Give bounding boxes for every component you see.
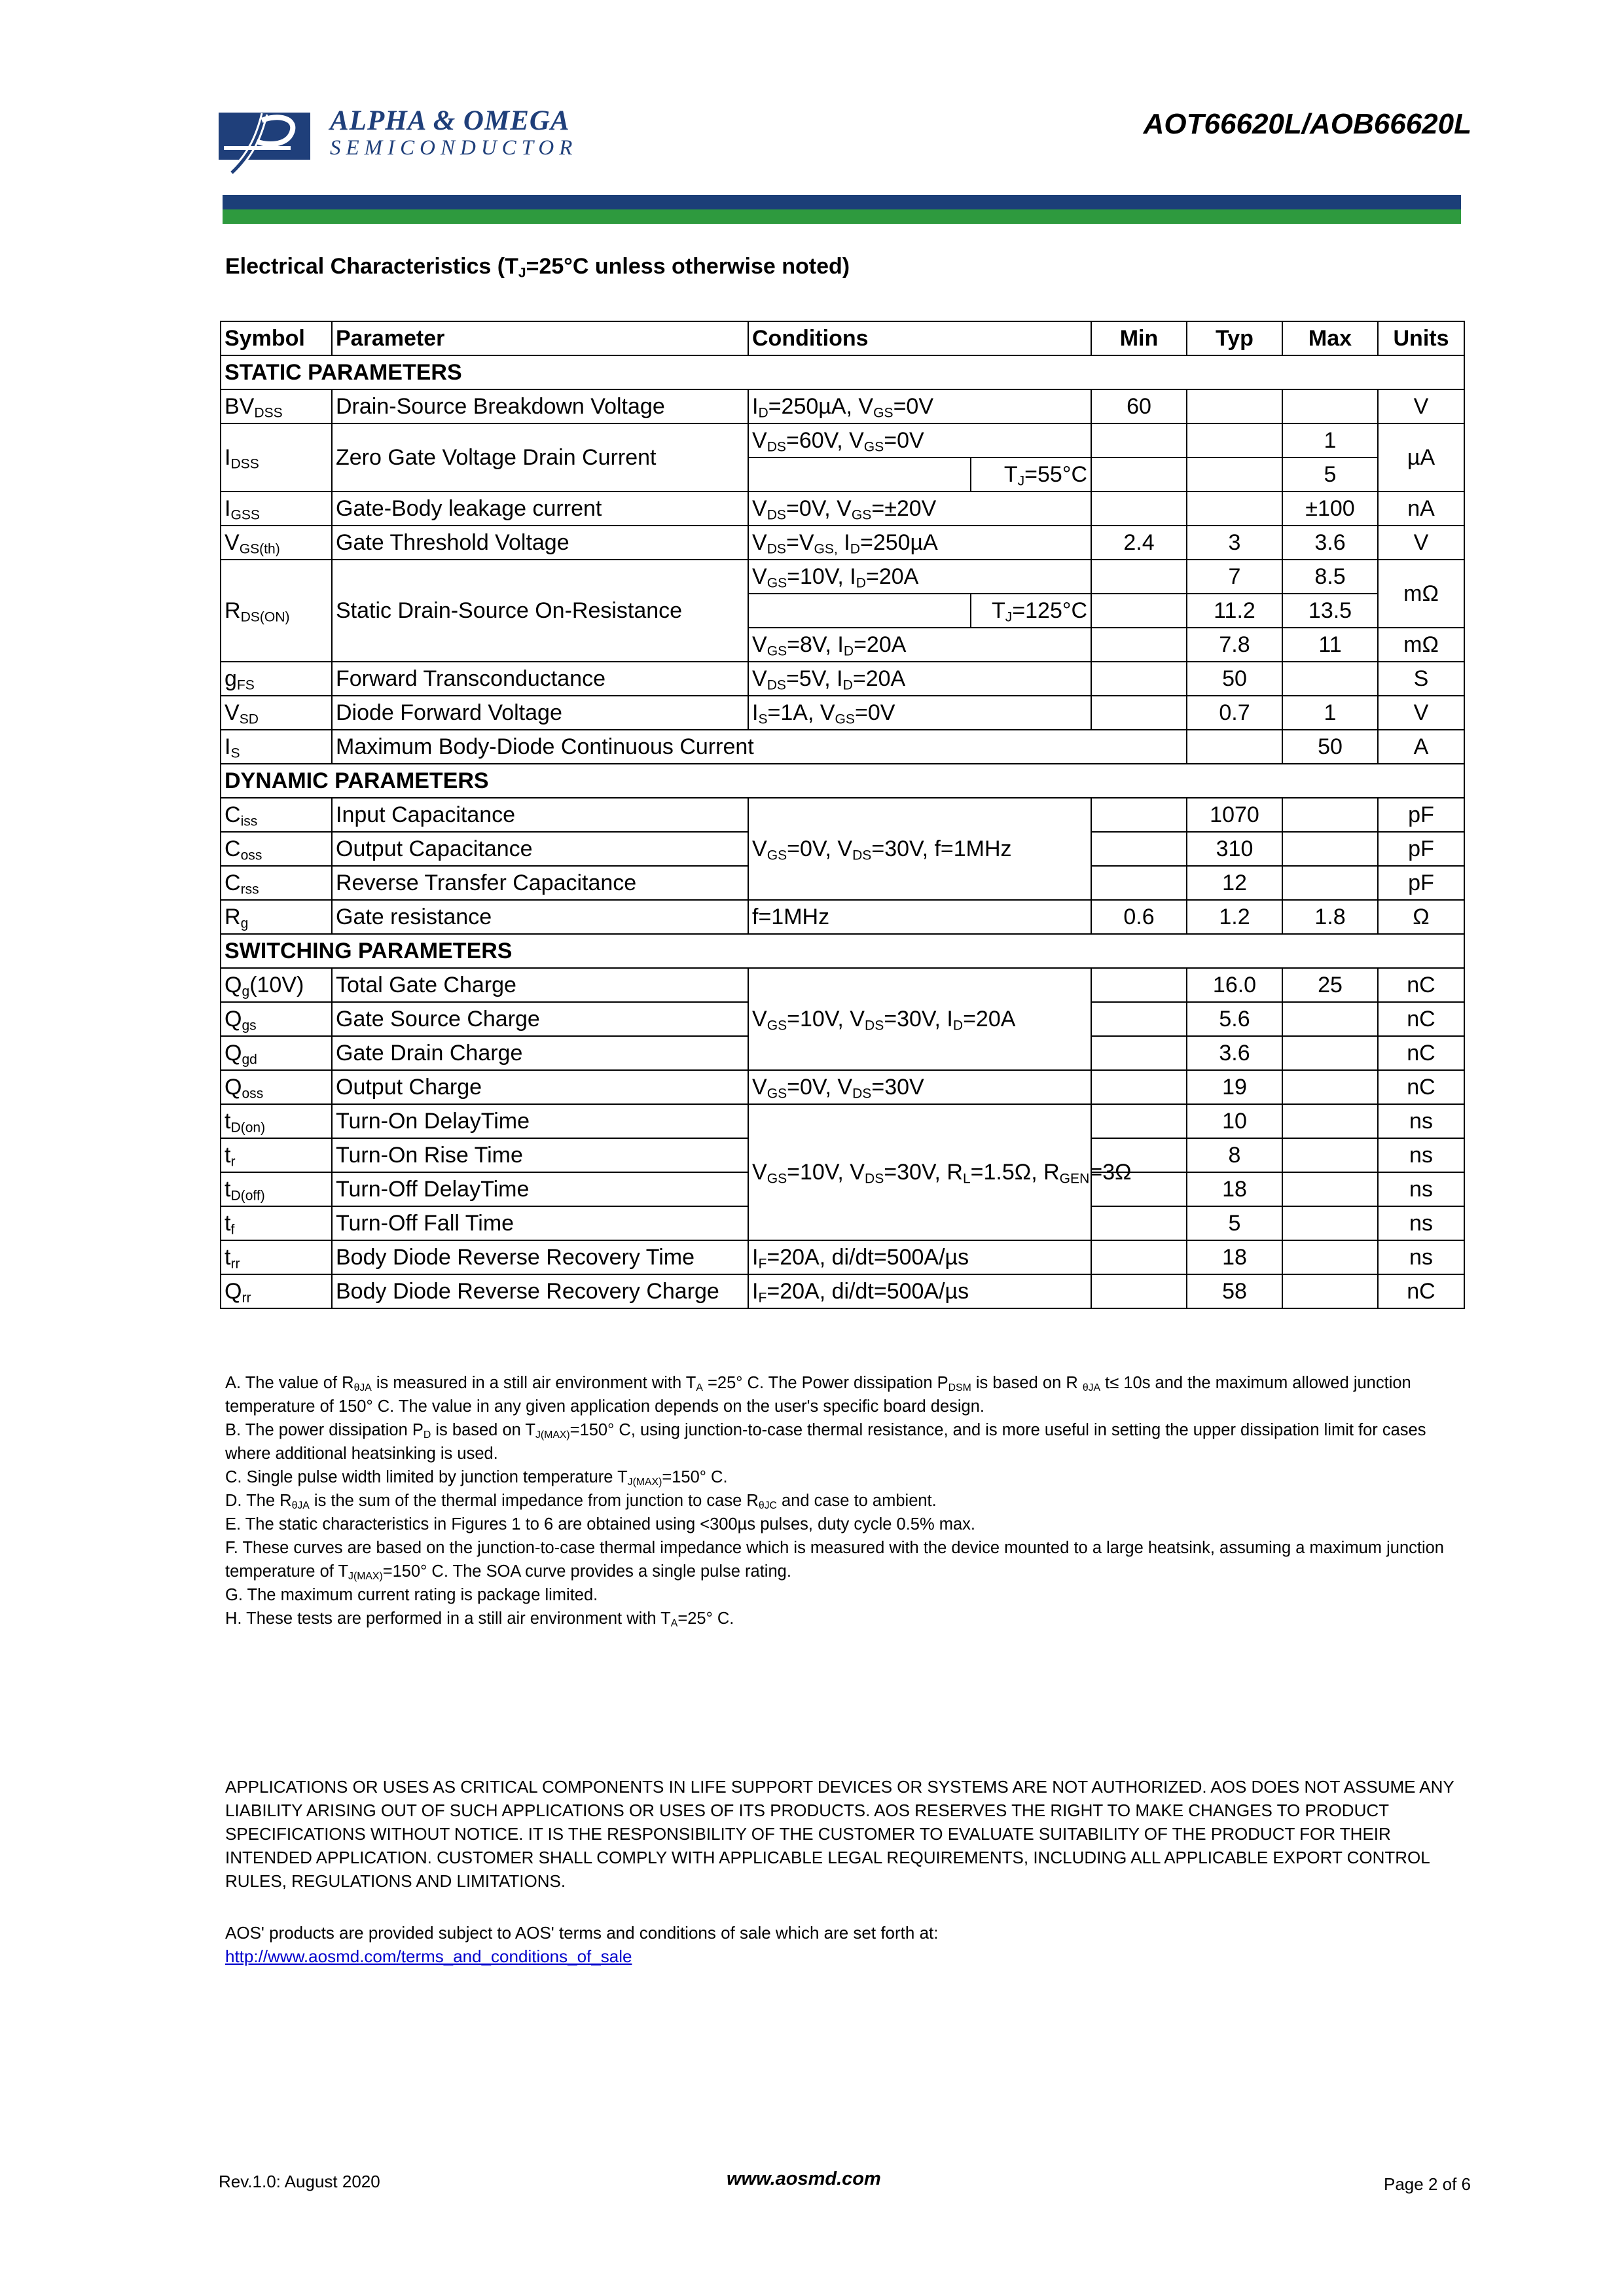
min-cell: [1091, 1206, 1187, 1240]
typ-cell: 50: [1187, 662, 1282, 696]
symbol-cell: $V_{GS(th)}$: [221, 526, 332, 560]
conditions-cell: $I_D=250\mu A$, $V_{GS}=0V$: [748, 389, 1091, 423]
footnote-a: A. The value of $R_{\theta JA}$ is measured in a still air environment with $T_A =25^\circ$ C. The Power dissipation $P_{DSM}$ is based on R $_{\theta JA}$ t≤ 10s and the maximum allowed junction temperature of 150° C. The value in any given application depends on the user's specific board design.: [225, 1374, 1411, 1416]
units-cell: nC: [1378, 1002, 1464, 1036]
conditions-cell: $I_F=20A$, di/dt=500A/µs: [748, 1274, 1091, 1308]
typ-cell: [1187, 457, 1282, 492]
parameter-cell: Body Diode Reverse Recovery Time: [332, 1240, 748, 1274]
units-cell: pF: [1378, 798, 1464, 832]
table-row: [221, 1070, 1464, 1104]
min-cell: [1091, 968, 1187, 1002]
typ-cell: [1187, 389, 1282, 423]
min-cell: [1091, 594, 1187, 628]
section-title: Electrical Characteristics ($T_J=25^\circ C$ unless otherwise noted): [225, 254, 850, 281]
max-cell: [1282, 1002, 1378, 1036]
parameter-cell: Static Drain-Source On-Resistance: [332, 560, 748, 662]
parameter-cell: Drain-Source Breakdown Voltage: [332, 389, 748, 423]
units-cell: ns: [1378, 1104, 1464, 1138]
typ-cell: 310: [1187, 832, 1282, 866]
table-row: [221, 1104, 1464, 1138]
max-cell: 8.5: [1282, 560, 1378, 594]
max-cell: ±100: [1282, 492, 1378, 526]
header-bar-blue: [223, 195, 1461, 209]
revision-label: Rev.1.0: August 2020: [219, 2172, 380, 2191]
symbol-cell: $t_{rr}$: [221, 1240, 332, 1274]
symbol-cell: $Q_{oss}$: [221, 1070, 332, 1104]
header-conditions: Conditions: [748, 321, 1091, 355]
table-row: [221, 1240, 1464, 1274]
footnote-e: E. The static characteristics in Figures 1 to 6 are obtained using <300µs pulses, duty cycle 0.5% max.: [225, 1515, 976, 1534]
max-cell: 1: [1282, 696, 1378, 730]
conditions-cell: $V_{DS}=5V$, $I_D=20A$: [748, 662, 1091, 696]
units-cell: S: [1378, 662, 1464, 696]
table-row: [221, 662, 1464, 696]
parameter-cell: Turn-On Rise Time: [332, 1138, 748, 1172]
units-cell: nC: [1378, 968, 1464, 1002]
min-cell: [1091, 1240, 1187, 1274]
min-cell: [1091, 1002, 1187, 1036]
table-header-row: [221, 321, 1464, 355]
logo-company-name: ALPHA & OMEGA: [330, 105, 570, 136]
terms-text: AOS' products are provided subject to AOS' terms and conditions of sale which are set forth at:: [225, 1923, 939, 1943]
max-cell: 1.8: [1282, 900, 1378, 934]
min-cell: [1091, 560, 1187, 594]
min-cell: 60: [1091, 389, 1187, 423]
parameter-cell: Input Capacitance: [332, 798, 748, 832]
header-bar-green: [223, 209, 1461, 224]
parameter-cell: Output Charge: [332, 1070, 748, 1104]
max-cell: [1282, 1206, 1378, 1240]
conditions-spacer-cell: [748, 457, 971, 492]
symbol-cell: $I_S$: [221, 730, 332, 764]
switching-parameters-heading: SWITCHING PARAMETERS: [221, 934, 1464, 968]
min-cell: [1091, 730, 1187, 764]
units-cell: ns: [1378, 1206, 1464, 1240]
footnote-h: H. These tests are performed in a still air environment with $T_A=25^\circ$ C.: [225, 1609, 734, 1629]
typ-cell: 18: [1187, 1240, 1282, 1274]
parameter-cell: Forward Transconductance: [332, 662, 748, 696]
section-row-static: [221, 355, 1464, 389]
units-cell: V: [1378, 526, 1464, 560]
max-cell: [1282, 1104, 1378, 1138]
table-row: [221, 696, 1464, 730]
conditions-cell: $V_{GS}=8V$, $I_D=20A$: [748, 628, 1091, 662]
min-cell: [1091, 866, 1187, 900]
units-cell: A: [1378, 730, 1464, 764]
website-label: www.aosmd.com: [727, 2168, 881, 2189]
aos-logo-icon: [219, 109, 317, 178]
header-symbol: Symbol: [221, 321, 332, 355]
conditions-cell: $V_{GS}=10V$, $I_D=20A$: [748, 560, 1091, 594]
symbol-cell: $R_g$: [221, 900, 332, 934]
units-cell: nC: [1378, 1274, 1464, 1308]
min-cell: [1091, 457, 1187, 492]
max-cell: [1282, 832, 1378, 866]
min-cell: [1091, 798, 1187, 832]
typ-cell: 10: [1187, 1104, 1282, 1138]
units-cell: mΩ: [1378, 560, 1464, 628]
table-row: [221, 492, 1464, 526]
min-cell: [1091, 423, 1187, 457]
symbol-cell: $C_{rss}$: [221, 866, 332, 900]
max-cell: 5: [1282, 457, 1378, 492]
section-row-switching: [221, 934, 1464, 968]
units-cell: V: [1378, 696, 1464, 730]
conditions-spacer-cell: [748, 594, 971, 628]
dynamic-parameters-heading: DYNAMIC PARAMETERS: [221, 764, 1464, 798]
min-cell: [1091, 1036, 1187, 1070]
conditions-cell: $I_F=20A$, di/dt=500A/µs: [748, 1240, 1091, 1274]
conditions-cell: $V_{GS}=0V$, $V_{DS}=30V$: [748, 1070, 1091, 1104]
max-cell: [1282, 1036, 1378, 1070]
typ-cell: [1187, 492, 1282, 526]
section-row-dynamic: [221, 764, 1464, 798]
min-cell: [1091, 662, 1187, 696]
max-cell: 25: [1282, 968, 1378, 1002]
min-cell: 0.6: [1091, 900, 1187, 934]
table-row: [221, 1274, 1464, 1308]
min-cell: [1091, 1104, 1187, 1138]
terms-block: [225, 1921, 1469, 1968]
symbol-cell: $t_r$: [221, 1138, 332, 1172]
conditions-cell: $V_{GS}=10V$, $V_{DS}=30V$, $I_D=20A$: [748, 968, 1091, 1070]
typ-cell: 7: [1187, 560, 1282, 594]
typ-cell: 16.0: [1187, 968, 1282, 1002]
static-parameters-heading: STATIC PARAMETERS: [221, 355, 1464, 389]
symbol-cell: $Q_{gs}$: [221, 1002, 332, 1036]
typ-cell: [1187, 423, 1282, 457]
conditions-cell: $I_S=1A$, $V_{GS}=0V$: [748, 696, 1091, 730]
min-cell: 2.4: [1091, 526, 1187, 560]
conditions-cell: $V_{DS}=0V$, $V_{GS}=\pm 20V$: [748, 492, 1091, 526]
part-number-title: AOT66620L/AOB66620L: [1143, 108, 1471, 140]
terms-link[interactable]: http://www.aosmd.com/terms_and_conditions_of_sale: [225, 1946, 632, 1966]
parameter-cell: Gate resistance: [332, 900, 748, 934]
parameter-cell: Turn-Off DelayTime: [332, 1172, 748, 1206]
parameter-cell: Turn-On DelayTime: [332, 1104, 748, 1138]
table-row: [221, 798, 1464, 832]
units-cell: nA: [1378, 492, 1464, 526]
max-cell: 50: [1282, 730, 1378, 764]
parameter-cell: Zero Gate Voltage Drain Current: [332, 423, 748, 492]
max-cell: [1282, 866, 1378, 900]
header-units: Units: [1378, 321, 1464, 355]
units-cell: pF: [1378, 866, 1464, 900]
conditions-cell: $T_J=55^\circ C$: [971, 457, 1091, 492]
symbol-cell: $I_{DSS}$: [221, 423, 332, 492]
table-row: [221, 560, 1464, 594]
parameter-cell: Maximum Body-Diode Continuous Current: [332, 730, 1091, 764]
typ-cell: 8: [1187, 1138, 1282, 1172]
typ-cell: [1187, 730, 1282, 764]
footnote-c: C. Single pulse width limited by junction temperature $T_{J(MAX)}=150^\circ$ C.: [225, 1468, 728, 1488]
max-cell: [1282, 1240, 1378, 1274]
table-row: [221, 900, 1464, 934]
typ-cell: 58: [1187, 1274, 1282, 1308]
max-cell: 1: [1282, 423, 1378, 457]
min-cell: [1091, 628, 1187, 662]
table-row: [221, 730, 1464, 764]
legal-disclaimer: APPLICATIONS OR USES AS CRITICAL COMPONENTS IN LIFE SUPPORT DEVICES OR SYSTEMS ARE NOT AUTHORIZED. AOS DOES NOT ASSUME ANY LIABILITY ARISING OUT OF SUCH APPLICATIONS OR USES OF ITS PRODUCTS. AOS RESERVES THE RIGHT TO MAKE CHANGES TO PRODUCT SPECIFICATIONS WITHOUT NOTICE. IT IS THE RESPONSIBILITY OF THE CUSTOMER TO EVALUATE SUITABILITY OF THE PRODUCT FOR THEIR INTENDED APPLICATION. CUSTOMER SHALL COMPLY WITH APPLICABLE LEGAL REQUIREMENTS, INCLUDING ALL APPLICABLE EXPORT CONTROL RULES, REGULATIONS AND LIMITATIONS.: [225, 1777, 1454, 1891]
units-cell: pF: [1378, 832, 1464, 866]
conditions-cell: $V_{DS}=V_{GS,}$ $I_D=250\mu A$: [748, 526, 1091, 560]
min-cell: [1091, 696, 1187, 730]
units-cell: µA: [1378, 423, 1464, 492]
symbol-cell: $t_{D(on)}$: [221, 1104, 332, 1138]
typ-cell: 19: [1187, 1070, 1282, 1104]
min-cell: [1091, 832, 1187, 866]
page-number: Page 2 of 6: [1384, 2174, 1471, 2194]
table-row: [221, 423, 1464, 457]
symbol-cell: $R_{DS(ON)}$: [221, 560, 332, 662]
units-cell: ns: [1378, 1138, 1464, 1172]
units-cell: Ω: [1378, 900, 1464, 934]
table-row: [221, 389, 1464, 423]
table-row: [221, 526, 1464, 560]
conditions-cell: $T_J=125^\circ C$: [971, 594, 1091, 628]
typ-cell: 3: [1187, 526, 1282, 560]
symbol-cell: $V_{SD}$: [221, 696, 332, 730]
max-cell: 3.6: [1282, 526, 1378, 560]
max-cell: [1282, 1070, 1378, 1104]
units-cell: mΩ: [1378, 628, 1464, 662]
symbol-cell: $C_{oss}$: [221, 832, 332, 866]
conditions-cell: $V_{GS}=10V$, $V_{DS}=30V$, $R_L=1.5\Omega$, $R_{GEN}=3\Omega$: [748, 1104, 1091, 1240]
units-cell: V: [1378, 389, 1464, 423]
min-cell: [1091, 1274, 1187, 1308]
header-min: Min: [1091, 321, 1187, 355]
symbol-cell: $Q_{gd}$: [221, 1036, 332, 1070]
header-parameter: Parameter: [332, 321, 748, 355]
units-cell: ns: [1378, 1172, 1464, 1206]
conditions-cell: $V_{DS}=60V$, $V_{GS}=0V$: [748, 423, 1091, 457]
parameter-cell: Total Gate Charge: [332, 968, 748, 1002]
symbol-cell: $t_{D(off)}$: [221, 1172, 332, 1206]
typ-cell: 18: [1187, 1172, 1282, 1206]
parameter-cell: Reverse Transfer Capacitance: [332, 866, 748, 900]
typ-cell: 11.2: [1187, 594, 1282, 628]
parameter-cell: Body Diode Reverse Recovery Charge: [332, 1274, 748, 1308]
footnote-f: F. These curves are based on the junction-to-case thermal impedance which is measured with the device mounted to a large heatsink, assuming a maximum junction temperature of $T_{J(MAX)}=150^\circ$ C. The SOA curve provides a single pulse rating.: [225, 1539, 1444, 1582]
header-max: Max: [1282, 321, 1378, 355]
parameter-cell: Gate Threshold Voltage: [332, 526, 748, 560]
symbol-cell: $BV_{DSS}$: [221, 389, 332, 423]
typ-cell: 1.2: [1187, 900, 1282, 934]
parameter-cell: Gate-Body leakage current: [332, 492, 748, 526]
footnotes: [225, 1371, 1469, 1630]
footnote-g: G. The maximum current rating is package limited.: [225, 1586, 598, 1604]
typ-cell: 7.8: [1187, 628, 1282, 662]
company-logo: [219, 105, 611, 183]
max-cell: [1282, 1274, 1378, 1308]
units-cell: nC: [1378, 1036, 1464, 1070]
typ-cell: 12: [1187, 866, 1282, 900]
symbol-cell: $I_{GSS}$: [221, 492, 332, 526]
max-cell: [1282, 662, 1378, 696]
symbol-cell: $Q_{rr}$: [221, 1274, 332, 1308]
header-typ: Typ: [1187, 321, 1282, 355]
typ-cell: 0.7: [1187, 696, 1282, 730]
typ-cell: 1070: [1187, 798, 1282, 832]
typ-cell: 5.6: [1187, 1002, 1282, 1036]
symbol-cell: $g_{FS}$: [221, 662, 332, 696]
max-cell: [1282, 1138, 1378, 1172]
typ-cell: 3.6: [1187, 1036, 1282, 1070]
parameter-cell: Output Capacitance: [332, 832, 748, 866]
conditions-cell: $V_{GS}=0V$, $V_{DS}=30V$, f=1MHz: [748, 798, 1091, 900]
max-cell: [1282, 389, 1378, 423]
table-row: [221, 968, 1464, 1002]
min-cell: [1091, 492, 1187, 526]
symbol-cell: $t_f$: [221, 1206, 332, 1240]
max-cell: [1282, 798, 1378, 832]
parameter-cell: Gate Source Charge: [332, 1002, 748, 1036]
parameter-cell: Turn-Off Fall Time: [332, 1206, 748, 1240]
units-cell: ns: [1378, 1240, 1464, 1274]
electrical-characteristics-table: [220, 321, 1465, 1309]
typ-cell: 5: [1187, 1206, 1282, 1240]
symbol-cell: $Q_g(10V)$: [221, 968, 332, 1002]
max-cell: [1282, 1172, 1378, 1206]
parameter-cell: Gate Drain Charge: [332, 1036, 748, 1070]
units-cell: nC: [1378, 1070, 1464, 1104]
footnote-b: B. The power dissipation $P_D$ is based on $T_{J(MAX)}=150^\circ$ C, using junction-to-case thermal resistance, and is more useful in setting the upper dissipation limit for cases where additional heatsinking is used.: [225, 1421, 1426, 1463]
parameter-cell: Diode Forward Voltage: [332, 696, 748, 730]
symbol-cell: $C_{iss}$: [221, 798, 332, 832]
min-cell: [1091, 1070, 1187, 1104]
footnote-d: D. The $R_{\theta JA}$ is the sum of the thermal impedance from junction to case $R_{\theta JC}$ and case to ambient.: [225, 1492, 937, 1511]
max-cell: 11: [1282, 628, 1378, 662]
logo-company-subtitle: SEMICONDUCTOR: [330, 136, 578, 160]
max-cell: 13.5: [1282, 594, 1378, 628]
conditions-cell: f=1MHz: [748, 900, 1091, 934]
